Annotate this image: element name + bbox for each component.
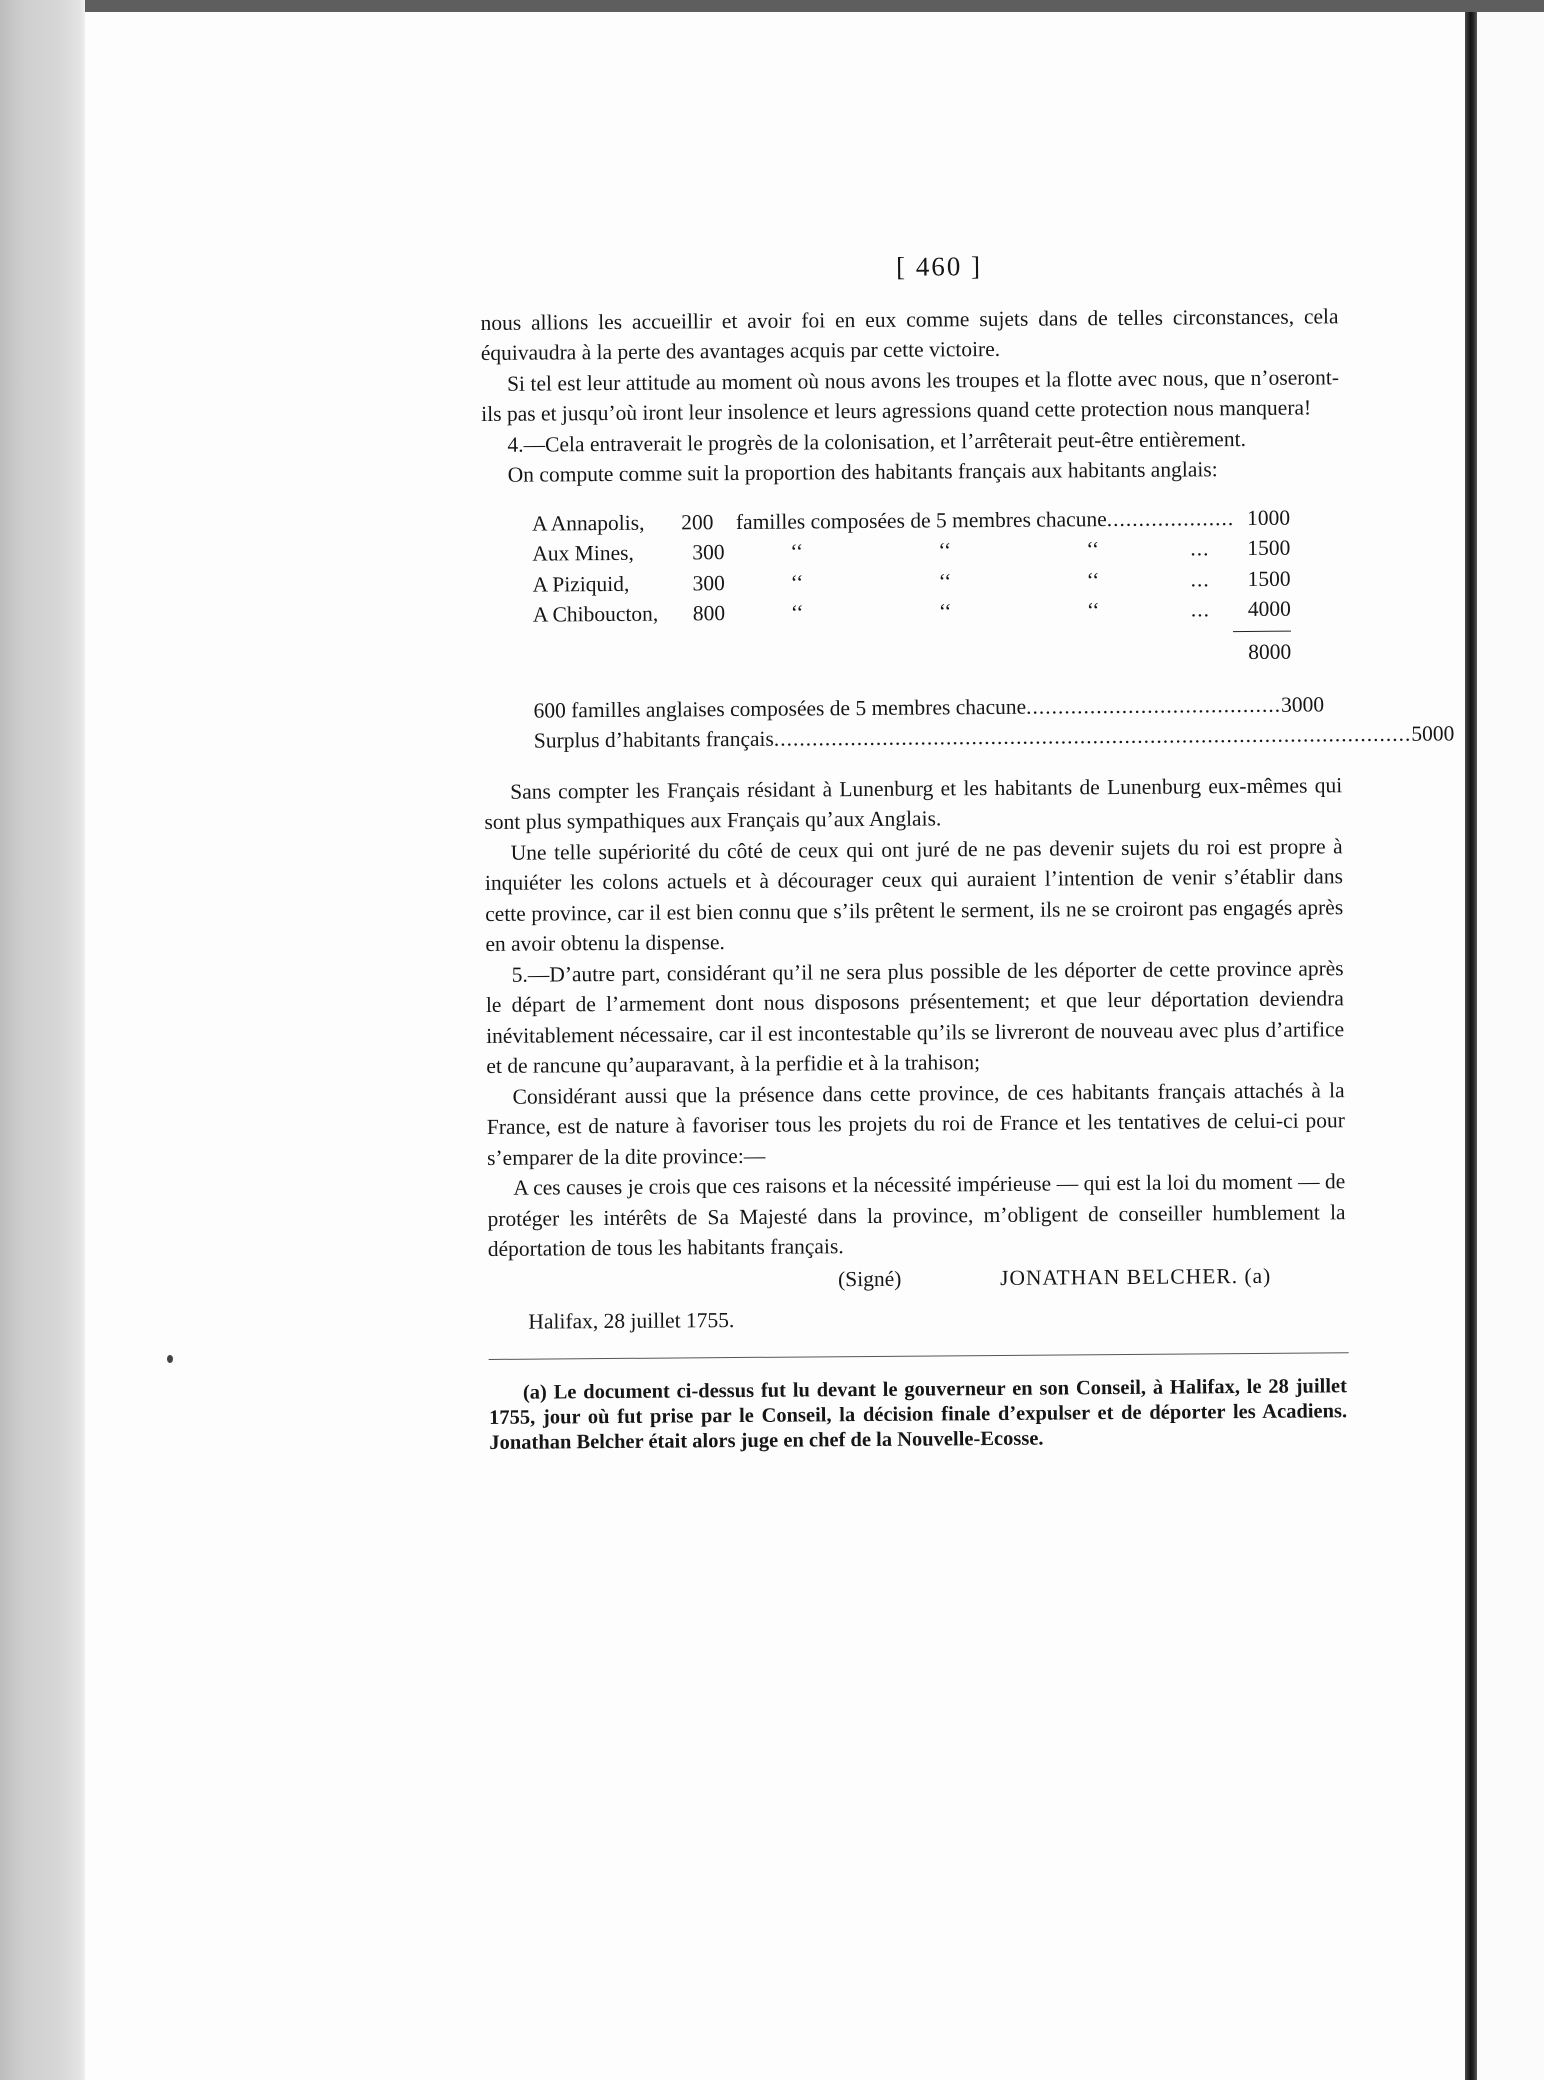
book-gutter <box>1465 12 1477 2080</box>
book-page-edges <box>0 0 85 2080</box>
english-families-label: 600 familles anglaises composées de 5 membres chacune <box>533 694 1027 723</box>
population-comparison <box>533 689 1455 756</box>
paragraph: Une telle supériorité du côté de ceux qui ont juré de ne pas devenir sujets du roi est propre à inquiéter les colons actuels et à décourager ceux qui auraient l’intention de venir s’établir dans cette province, car il est bien connu que s’ils prêtent le serment, ils ne se croiront pas engagés après en avoir obtenu la dispense. <box>484 833 1344 956</box>
paragraph: A ces causes je crois que ces raisons et la nécessité impérieuse — qui est la loi du moment — de protéger les intérêts de Sa Majesté dans la province, m’obligent de conseiller humblement la déportation de tous les habitants français. <box>487 1169 1346 1261</box>
ledger-count: 800 <box>692 601 726 626</box>
paragraph: On compute comme suit la proportion des habitants français aux habitants anglais: <box>507 457 1218 487</box>
ledger-place: A Piziquid, <box>532 571 630 597</box>
ledger-value: 5000 <box>1411 721 1455 746</box>
footnote-rule <box>489 1352 1349 1360</box>
paragraph: Si tel est leur attitude au moment où nous avons les troupes et la flotte avec nous, que n’oseront-ils pas et jusqu’où iront leur insolence et leurs agressions quand cette protection nous manquera! <box>481 364 1340 426</box>
ledger-count: 300 <box>692 570 725 595</box>
ditto-marks: ‘‘ ‘‘ ‘‘ <box>790 598 1100 625</box>
ledger-place: A Annapolis, <box>532 510 645 536</box>
ledger-leader-dots: ... <box>1190 597 1211 622</box>
page-number: [ 460 ] <box>895 251 983 282</box>
paragraph: Sans compter les Français résidant à Lunenburg et les habitants de Lunenburg eux-mêmes qui sont plus sympathiques aux Français qu’aux Anglais. <box>484 772 1343 834</box>
paragraph: 5.—D’autre part, considérant qu’il ne sera plus possible de les déporter de cette province après le départ de l’armement dont nous disposons présentement; et que leur déportation deviendra inévitablement nécessaire, car il est incontestable qu’ils se livreront de nouveau avec plus d’artifice et de rancune qu’auparavant, à la perfidie et à la trahison; <box>485 955 1345 1078</box>
ledger-count: 300 <box>692 540 725 565</box>
place-and-date: Halifax, 28 juillet 1755. <box>528 1307 735 1334</box>
ledger-leader-dots: .................... <box>1106 505 1235 531</box>
signe-label: (Signé) <box>837 1266 902 1291</box>
ledger-row <box>533 594 1291 630</box>
paragraph: nous allions les accueillir et avoir foi en eux comme sujets dans de telles circonstances, cela équivaudra à la perte des avantages acquis par cette victoire. <box>480 303 1339 365</box>
ledger-leader-dots: ... <box>1190 536 1210 561</box>
ledger-place: A Chiboucton, <box>532 601 659 627</box>
ledger-leader-dots: .................................................................................................... <box>773 721 1412 751</box>
ledger-leader-dots: ... <box>1190 566 1210 591</box>
signature-block <box>488 1260 1346 1301</box>
ledger-row <box>533 720 1455 756</box>
surplus-label: Surplus d’habitants français <box>533 726 774 753</box>
ditto-marks: ‘‘ ‘‘ ‘‘ <box>790 537 1100 564</box>
paragraph: Considérant aussi que la présence dans cette province, de ces habitants français attachés à la France, est de nature à favoriser tous les projets du roi de France et les tentatives de celui-ci pour s’emparer de la dite province:— <box>486 1077 1345 1170</box>
facing-page-edge <box>1477 12 1544 2080</box>
ledger-place: Aux Mines, <box>532 540 634 566</box>
scan-top-edge <box>0 0 1544 12</box>
ledger-leader-dots: ........................................ <box>1026 692 1282 719</box>
signatory-name: JONATHAN BELCHER. (a) <box>999 1263 1272 1290</box>
scan-speck <box>167 1355 173 1363</box>
ledger-count: 200 <box>681 509 714 534</box>
footnote: (a) Le document ci-dessus fut lu devant le gouverneur en son Conseil, à Halifax, le 28 juillet 1755, jour où fut prise par le Conseil, la décision finale d’expulser et de déporter les Acadiens. Jonathan Belcher était alors juge en chef de la Nouvelle-Ecosse. <box>489 1374 1348 1454</box>
ledger-description: familles composées de 5 membres chacune <box>735 506 1107 534</box>
ledger-value: 1000 <box>1247 505 1291 530</box>
text-column <box>480 248 1455 1476</box>
paragraph: 4.—Cela entraverait le progrès de la colonisation, et l’arrêterait peut-être entièrement. <box>507 426 1246 457</box>
ditto-marks: ‘‘ ‘‘ ‘‘ <box>790 567 1100 595</box>
ledger-value: 1500 <box>1247 535 1291 560</box>
ledger-value: 3000 <box>1281 691 1325 717</box>
population-ledger <box>532 502 1291 677</box>
ledger-total: 8000 <box>1248 639 1292 664</box>
ledger-value: 4000 <box>1247 596 1291 621</box>
ledger-value: 1500 <box>1247 566 1291 591</box>
